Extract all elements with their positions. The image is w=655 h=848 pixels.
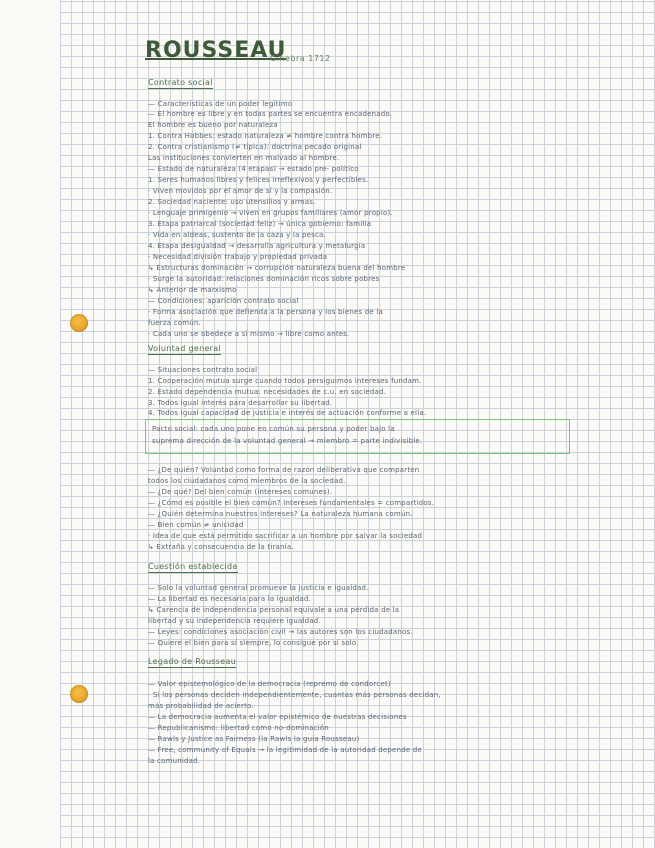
note-line: ↳ Extraña y consecuencia de la tiranía. — [148, 543, 294, 551]
note-line: — Situaciones contrato social — [148, 366, 258, 374]
section-heading: Legado de Rousseau — [148, 657, 237, 666]
note-line: libertad y su independencia requiere igualdad. — [148, 617, 321, 625]
note-line: — El hombre es libre y en todas partes se encuentra encadenado. — [148, 110, 393, 118]
note-line: — Republicanismo: libertad como no-dominación — [148, 724, 329, 732]
note-line: — Características de un poder legítimo — [148, 100, 293, 108]
note-line: — Leyes: condiciones asociación civil → las autores son los ciudadanos. — [148, 628, 413, 636]
note-line: — ¿Cómo es posible el bien común? Intereses fundamentales = compartidos. — [148, 499, 434, 507]
section-heading: Cuestión establecida — [148, 562, 238, 571]
section-heading: Contrato social — [148, 78, 213, 87]
note-line: — La democracia aumenta el valor epistémico de nuestras decisiones — [148, 713, 407, 721]
page-title: ROUSSEAU — [145, 38, 287, 63]
note-line: suprema dirección de la voluntad general → miembro = parte indivisible. — [152, 437, 423, 445]
note-line: 3. Todos igual interés para desarrollar su libertad. — [148, 399, 333, 407]
note-line: — Bien común ≠ unicidad — [148, 521, 244, 529]
note-line: — Solo la voluntad general promueve la justicia e igualdad. — [148, 584, 369, 592]
binder-hole — [70, 314, 88, 332]
note-line: — ¿De quién? Voluntad como forma de razón deliberativa que comparten — [148, 466, 420, 474]
note-line: · Necesidad división trabajo y propiedad privada — [148, 253, 328, 261]
note-line: 2. Sociedad naciente: uso utensilios y armas. — [148, 198, 316, 206]
note-line: — Free, community of Equals → la legitimidad de la autoridad depende de — [148, 746, 422, 754]
note-line: la comunidad. — [148, 757, 201, 765]
note-line: · Vida en aldeas, sustento de la caza y la pesca. — [148, 231, 326, 239]
note-line: — Condiciones: aparición contrato social — [148, 297, 299, 305]
note-line: — La libertad es necesaria para la igualdad. — [148, 595, 312, 603]
note-line: 1. Seres humanos libres y felices irreflexivos y perfectibles. — [148, 176, 369, 184]
note-line: fuerza común. — [148, 319, 201, 327]
note-line: 4. Todos igual capacidad de justicia e interés de actuación conforme a ella. — [148, 409, 427, 417]
note-line: — Estado de naturaleza (4 etapas) → estado pre- político — [148, 165, 359, 173]
note-line: El hombre es bueno por naturaleza — [148, 121, 278, 129]
note-line: — Rawls y Justice as Fairness (la Rawls la guía Rousseau) — [148, 735, 360, 743]
note-line: 2. Estado dependencia mutua: necesidades de c.u. en sociedad. — [148, 388, 387, 396]
note-line: ↳ Anterior de marxismo — [148, 286, 237, 294]
note-line: 1. Contra Hobbes: estado naturaleza ≠ hombre contra hombre. — [148, 132, 383, 140]
note-line: — ¿Quién determina nuestros intereses? La naturaleza humana común. — [148, 510, 413, 518]
note-line: — Quiere el bien para sí siempre, lo consigue por sí solo. — [148, 639, 359, 647]
note-line: más probabilidad de acierto. — [148, 702, 254, 710]
note-line: · Cada uno se obedece a sí mismo → libre como antes. — [148, 330, 350, 338]
binder-hole — [70, 685, 88, 703]
note-line: 3. Etapa patriarcal (sociedad feliz) → única gobierno: familia — [148, 220, 372, 228]
note-line: Las instituciones convierten en malvado al hombre. — [148, 154, 340, 162]
note-line: — ¿De qué? Del bien común (intereses comunes). — [148, 488, 333, 496]
note-line: · Viven movidos por el amor de sí y la compasión. — [148, 187, 333, 195]
section-heading: Voluntad general — [148, 344, 221, 353]
note-line: · Lenguaje primigenio → viven en grupos familiares (amor propio). — [148, 209, 393, 217]
note-line: todos los ciudadanos como miembros de la sociedad. — [148, 477, 346, 485]
note-line: 4. Etapa desigualdad → desarrolla agricultura y metalurgia — [148, 242, 366, 250]
note-line: 2. Contra cristianismo (≠ típica): doctrina pecado original — [148, 143, 362, 151]
note-line: ↳ Carencia de independencia personal equivale a una pérdida de la — [148, 606, 400, 614]
note-line: · Forma asociación que defienda a la persona y los bienes de la — [148, 308, 383, 316]
page-margin — [0, 0, 60, 848]
note-line: — Valor epistemológico de la democracia (repremo de condorcet) — [148, 680, 391, 688]
highlight-box — [145, 419, 570, 454]
note-line: · Surge la autoridad: relaciones dominación ricos sobre pobres — [148, 275, 380, 283]
note-line: Pacto social: cada uno pone en común su persona y poder bajo la — [152, 425, 395, 433]
page-subtitle: Ginebra 1712 — [270, 54, 331, 63]
note-line: · Si los personas deciden independientemente, cuantas más personas decidan, — [148, 691, 441, 699]
note-line: ↳ Estructuras dominación → corrupción naturaleza buena del hombre — [148, 264, 406, 272]
note-line: · Idea de que está permitido sacrificar a un hombre por salvar la sociedad — [148, 532, 423, 540]
note-line: 1. Cooperación mutua surge cuando todos persiguimos intereses fundam. — [148, 377, 422, 385]
